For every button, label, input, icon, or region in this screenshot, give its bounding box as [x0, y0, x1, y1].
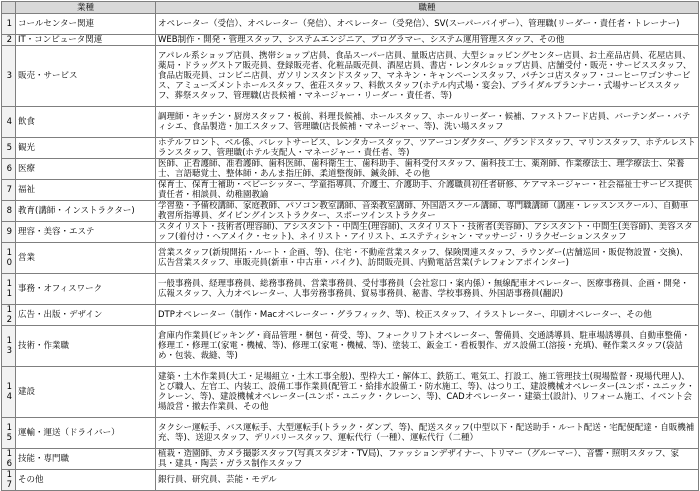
row-industry: 広告・出版・デザイン	[16, 305, 156, 326]
row-industry: IT・コンピュータ関連	[16, 35, 156, 46]
row-number: 11	[2, 274, 16, 305]
row-number: 8	[2, 201, 16, 222]
table-row	[2, 138, 699, 159]
row-industry: 運輸・運送（ドライバー）	[16, 418, 156, 449]
table-row	[2, 14, 699, 35]
row-industry: 建設	[16, 367, 156, 418]
row-number: 6	[2, 159, 16, 180]
row-industry: 医療	[16, 159, 156, 180]
row-number: 10	[2, 243, 16, 274]
row-industry: その他	[16, 470, 156, 491]
header-industry: 業種	[16, 2, 156, 14]
table-row	[2, 449, 699, 470]
row-jobs: DTPオペレーター（制作・Macオペレーター・グラフィック、等)、校正スタッフ、イラストレーター、印刷オペレーター、その他	[156, 305, 699, 326]
row-industry: 飲食	[16, 107, 156, 138]
header-num	[2, 2, 16, 14]
row-number: 1	[2, 14, 16, 35]
table-row	[2, 470, 699, 491]
row-industry: 事務・オフィスワーク	[16, 274, 156, 305]
row-industry: コールセンター関連	[16, 14, 156, 35]
table-header-row	[2, 2, 699, 14]
row-number: 7	[2, 180, 16, 201]
row-industry: 教育(講師・インストラクター)	[16, 201, 156, 222]
row-number: 2	[2, 35, 16, 46]
table-row	[2, 274, 699, 305]
row-jobs: タクシー運転手、バス運転手、大型運転手(トラック・ダンプ、等)、配送スタッフ(中型以下・配送助手・ルート配送・宅配便配達・自販機補充、等)、送迎スタッフ、デリバリースタッフ、運転代行（一種）、運転代行（二種）	[156, 418, 699, 449]
table-row	[2, 418, 699, 449]
table-row	[2, 35, 699, 46]
table-row	[2, 159, 699, 180]
row-industry: 理容・美容・エステ	[16, 222, 156, 243]
row-jobs: ホテルフロント、ベル係、バレットサービス、レンタカースタッフ、ツアーコンダクター、グランドスタッフ、マリンスタッフ、ホテルレストランスタッフ、管理職(ホテル支配人・マネージャー・責任者、等)	[156, 138, 699, 159]
table-row	[2, 46, 699, 107]
row-industry: 技術・作業職	[16, 326, 156, 367]
row-jobs: WEB制作・開発・管理スタッフ、システムエンジニア、プログラマー、システム運用管理スタッフ、その他	[156, 35, 699, 46]
row-jobs: 銀行員、研究員、芸能・モデル	[156, 470, 699, 491]
row-jobs: オペレーター（受信）、オペレーター（発信）、オペレーター（受発信）、SV(スーパーバイザー）、管理職(リーダー・責任者・トレーナー)	[156, 14, 699, 35]
row-number: 9	[2, 222, 16, 243]
row-jobs: 学習塾・予備校講師、家庭教師、パソコン教室講師、音楽教室講師、外国語スクール講師、専門職講師（講座・レッスンスクール）、自動車教習所指導員、ダイビングインストラクター、スポーツインストラクター	[156, 201, 699, 222]
row-industry: 販売・サービス	[16, 46, 156, 107]
row-number: 3	[2, 46, 16, 107]
row-jobs: アパレル系ショップ店員、携帯ショップ店員、食品スーパー店員、量販店店員、大型ショッピングセンター店員、お土産品店員、花屋店員、薬局・ドラッグストア販売員、登録販売者、化粧品販売員、酒屋店員、書店・レンタルショップ店員、店舗受付・販売・サービススタッフ、食品店販売員、コンビニ店員、ガソリンスタンドスタッフ、マネキン・キャンペーンスタッフ、パチンコ店スタッフ・コーヒーワゴンサービス、アミューズメントホールスタッフ、雀荘スタッフ、料飲スタッフ(ホテル内式場・宴会)、ブライダルプランナー・式場サービススタッフ、葬祭スタッフ、管理職(店長候補・マネージャー・リーダー・責任者、等)	[156, 46, 699, 107]
table-row	[2, 107, 699, 138]
row-number: 14	[2, 367, 16, 418]
row-jobs: 植栽・造園師、カメラ撮影スタッフ(写真スタジオ・TV局)、ファッションデザイナー、トリマー（グルーマー）、音響・照明スタッフ、家具・建具・陶芸・ガラス制作スタッフ	[156, 449, 699, 470]
row-jobs: 保育士、保育士補助・ベビーシッター、学童指導員、介護士、介護助手、介護職員初任者研修、ケアマネージャー・社会福祉士サービス提供責任者・相談員、幼稚園教諭	[156, 180, 699, 201]
row-jobs: 営業スタッフ(新規開拓・ルート・企画、等)、住宅・不動産営業スタッフ、保険関連スタッフ、ラウンダー(店舗巡回・販促物設置・交換)、広告営業スタッフ、車販売員(新車・中古車・バイク)、訪問販売員、内勤電話営業(テレフォンアポインター)	[156, 243, 699, 274]
job-category-table	[1, 1, 699, 491]
row-jobs: 倉庫内作業員(ピッキング・商品管理・梱包・荷受、等)、フォークリフトオペレーター、警備員、交通誘導員、駐車場誘導員、自動車整備・修理工・修理工(家電・機械、等)、修理工(家電・機械、等)、塗装工、鈑金工・看板製作、ガス設備工(溶接・充填)、軽作業スタッフ(袋詰め・包装、裁縫、等)	[156, 326, 699, 367]
table-row	[2, 201, 699, 222]
row-number: 16	[2, 449, 16, 470]
table-row	[2, 367, 699, 418]
row-industry: 技能・専門職	[16, 449, 156, 470]
row-number: 13	[2, 326, 16, 367]
row-number: 15	[2, 418, 16, 449]
table-row	[2, 326, 699, 367]
row-number: 17	[2, 470, 16, 491]
row-industry: 観光	[16, 138, 156, 159]
row-industry: 福祉	[16, 180, 156, 201]
row-jobs: スタイリスト・技術者(理容師)、アシスタント・中間生(理容師)、スタイリスト・技術者(美容師)、アシスタント・中間生(美容師)、美容スタッフ(着付け・ヘアメイク・セット)、ネイリスト・アイリスト、エステティシャン・マッサージ・リラクゼーションスタッフ	[156, 222, 699, 243]
table-row	[2, 305, 699, 326]
row-jobs: 建築・土木作業員(大工・足場組立・土木工事全般)、型枠大工・解体工、鉄筋工、電気工、打設工、施工管理技士(現場監督・現場代理人)、とび職人、左官工、内装工、設備工事作業員(配管工・給排水設備工・防水施工、等)、はつり工、建設機械オペレーター(ユンボ・ユニック・クレーン、等)、建設機械オペレーター(ユンボ・ユニック・クレーン、等)、CADオペレーター・建築士(設計)、リフォーム施工、イベント会場設営・撤去作業員、その他	[156, 367, 699, 418]
table-row	[2, 243, 699, 274]
row-jobs: 調理師・キッチン・厨房スタッフ・板前、料理長候補、ホールスタッフ、ホールリーダー・候補、ファストフード店員、バーテンダー・バティシエ、食品製造・加工スタッフ、管理職(店長候補・マネージャー、等)、洗い場スタッフ	[156, 107, 699, 138]
table-row	[2, 222, 699, 243]
job-category-table-wrapper	[1, 1, 698, 491]
row-number: 12	[2, 305, 16, 326]
row-jobs: 一般事務員、経理事務員、総務事務員、営業事務員、受付事務員（会社窓口・案内係）・無線配車オペレーター、医療事務員、企画・開発・広報スタッフ、入力オペレーター、人事労務事務員、貿易事務員、秘書、学校事務員、外国語事務員(翻訳)	[156, 274, 699, 305]
row-jobs: 医師、正看護師、准看護師、歯科医師、歯科衛生士、歯科助手、歯科受付スタッフ、歯科技工士、薬剤師、作業療法士、理学療法士、栄養士、言語聴覚士、整体師・あんま指圧師、柔道整復師、鍼灸師、その他	[156, 159, 699, 180]
header-jobs: 職種	[156, 2, 699, 14]
row-industry: 営業	[16, 243, 156, 274]
row-number: 5	[2, 138, 16, 159]
table-row	[2, 180, 699, 201]
row-number: 4	[2, 107, 16, 138]
